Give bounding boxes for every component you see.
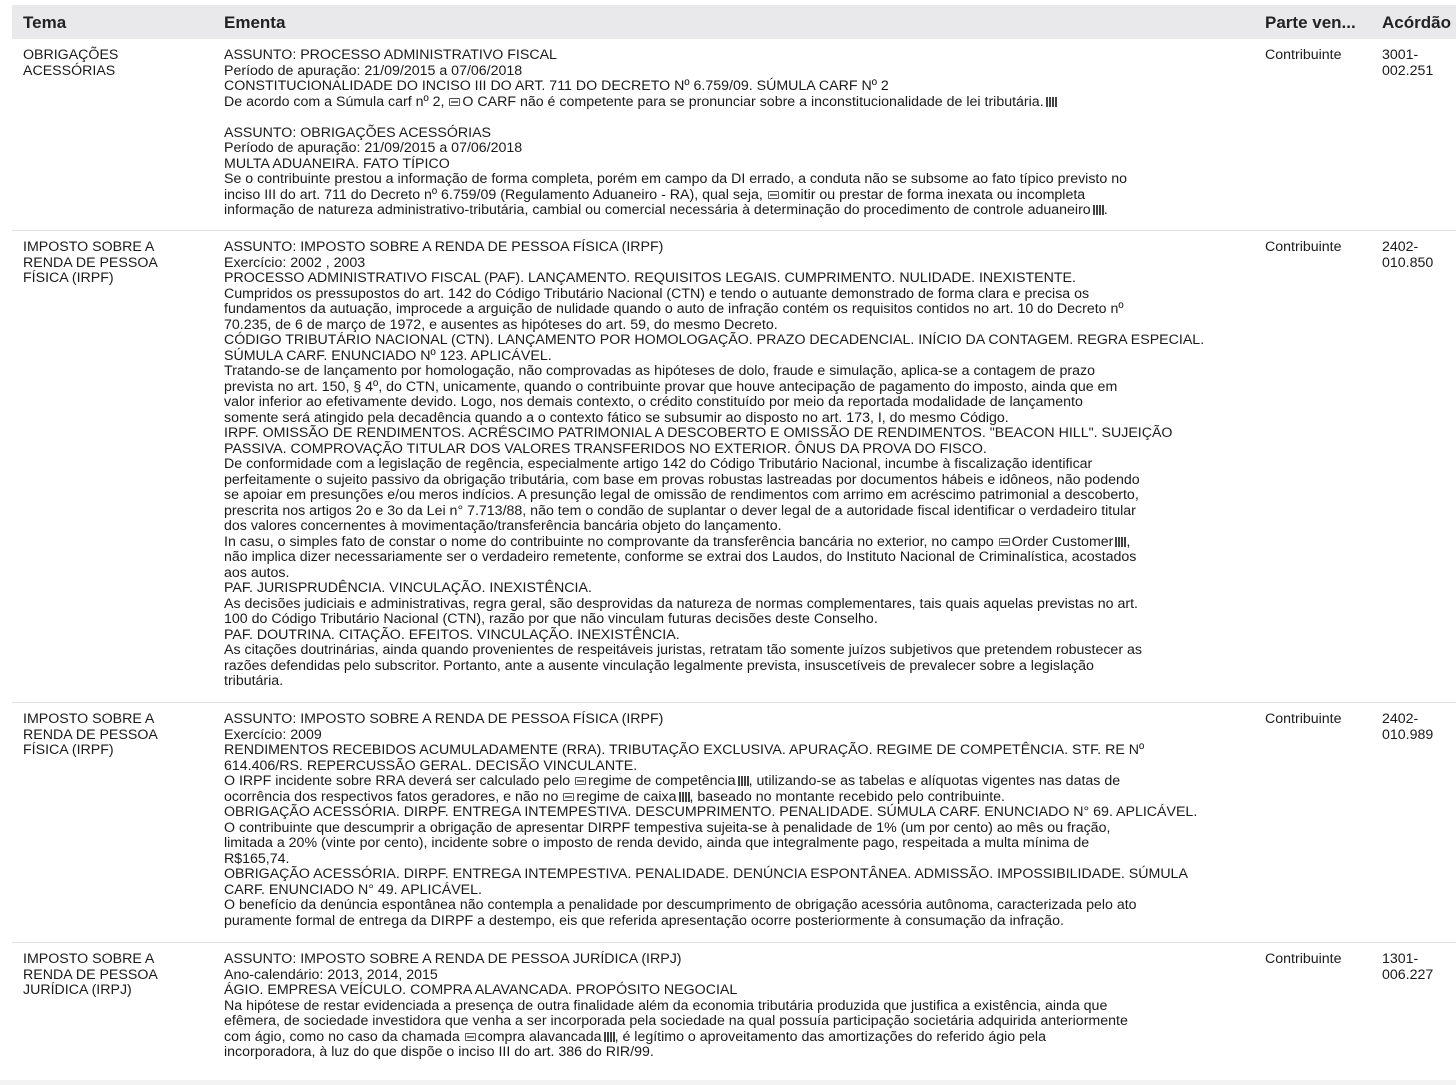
ementa-line: fundamentos da autuação, improcede a arguição de nulidade quando o auto de infração contém os requisitos contidos no art. 10 do Decreto nº — [224, 301, 1124, 317]
cell-acordao[interactable] — [1382, 952, 1454, 983]
ementa-line: efêmera, de sociedade investidora que venha a ser incorporada pela sociedade na qual possuía participação societária adquirida anteriormente — [224, 1013, 1128, 1029]
ementa-line: perfeitamente o sujeito passivo da obrigação tributária, com base em provas robustas lastreadas por documentos hábeis e idôneos, não podendo — [224, 471, 1140, 488]
ementa-line: O benefício da denúncia espontânea não contempla a penalidade por descumprimento de obrigação acessória autônoma, caracterizada pelo ato — [224, 897, 1137, 913]
ementa-line: OBRIGAÇÃO ACESSÓRIA. DIRPF. ENTREGA INTEMPESTIVA. PENALIDADE. DENÚNCIA ESPONTÂNEA. ADMISSÃO. IMPOSSIBILIDADE. SÚMULA — [224, 866, 1188, 882]
tema-line: RENDA DE PESSOA — [23, 966, 158, 983]
acordao-number-line: 2402- — [1382, 239, 1419, 255]
ementa-line: CONSTITUCIONALIDADE DO INCISO III DO ART. 711 DO DECRETO Nº 6.759/09. SÚMULA CARF Nº 2 — [224, 78, 889, 94]
ementa-line: Cumpridos os pressupostos do art. 142 do Código Tributário Nacional (CTN) e tendo o autuante demonstrado de forma clara e precisa os — [224, 285, 1090, 302]
cell-acordao[interactable] — [1382, 240, 1454, 271]
cell-parte-vencedora: Contribuinte — [1265, 239, 1342, 255]
ementa-line: O contribuinte que descumprir a obrigação de apresentar DIRPF tempestiva sujeita-se à penalidade de 1% (um por cento) ao mês ou fração, — [224, 819, 1111, 836]
tema-line: ACESSÓRIAS — [23, 62, 116, 79]
acordao-number-line: 010.989 — [1382, 726, 1434, 743]
ementa-line: PROCESSO ADMINISTRATIVO FISCAL (PAF). LANÇAMENTO. REQUISITOS LEGAIS. CUMPRIMENTO. NULIDADE. INEXISTENTE. — [224, 270, 1076, 286]
ementa-line: As citações doutrinárias, ainda quando provenientes de respeitáveis juristas, retratam tão somente juízos subjetivos que pretendem robustecer as — [224, 642, 1142, 658]
ementa-line: ASSUNTO: IMPOSTO SOBRE A RENDA DE PESSOA JURÍDICA (IRPJ) — [224, 951, 682, 967]
quote-start-icon — [768, 191, 779, 199]
ementa-line: De acordo com a Súmula carf nº 2, O CARF não é competente para se pronunciar sobre a inconstitucionalidade de lei tributária. — [224, 95, 1254, 111]
cell-tema — [23, 240, 198, 287]
ementa-line: RENDIMENTOS RECEBIDOS ACUMULADAMENTE (RRA). TRIBUTAÇÃO EXCLUSIVA. APURAÇÃO. REGIME DE COMPETÊNCIA. STF. RE Nº — [224, 742, 1145, 758]
tema-line: RENDA DE PESSOA — [23, 254, 158, 271]
ementa-line: Se o contribuinte prestou a informação de forma completa, porém em campo da DI errado, a conduta não se subsome ao fato típico previsto no — [224, 171, 1127, 187]
cell-parte-vencedora: Contribuinte — [1265, 47, 1342, 63]
quote-end-icon — [1115, 537, 1126, 547]
cell-parte-vencedora: Contribuinte — [1265, 711, 1342, 727]
page-bottom-edge — [0, 1080, 1456, 1085]
ementa-line: informação de natureza administrativo-tributária, cambial ou comercial necessária à determinação do procedimento de controle aduaneiro . — [224, 202, 1108, 218]
cell-ementa — [224, 48, 1254, 219]
column-header-acordao[interactable]: Acórdão — [1382, 13, 1451, 32]
ementa-line: As decisões judiciais e administrativas, regra geral, são desprovidas da natureza de normas complementares, tais quais aquelas previstas no art. — [224, 595, 1138, 612]
quote-start-icon — [563, 793, 574, 801]
column-header-tema[interactable]: Tema — [23, 13, 67, 32]
ementa-line: razões defendidas pelo subscritor. Portanto, ante a ausente vinculação legalmente prevista, insuscetíveis de prevalecer sobre a legislação — [224, 657, 1094, 674]
quote-start-icon — [449, 98, 460, 106]
table-row[interactable] — [12, 703, 1456, 943]
ementa-line: ASSUNTO: OBRIGAÇÕES ACESSÓRIAS — [224, 124, 492, 141]
ementa-line: Ano-calendário: 2013, 2014, 2015 — [224, 966, 438, 983]
column-header-parte-vencedora[interactable]: Parte ven... — [1265, 13, 1356, 32]
tema-line: IMPOSTO SOBRE A — [23, 951, 155, 967]
ementa-line: MULTA ADUANEIRA. FATO TÍPICO — [224, 155, 450, 172]
tema-line: IMPOSTO SOBRE A — [23, 711, 155, 727]
cell-ementa — [224, 952, 1254, 1061]
cell-ementa — [224, 712, 1254, 929]
tema-line: FÍSICA (IRPF) — [23, 270, 114, 286]
table-row[interactable] — [12, 231, 1456, 703]
ementa-line: 70.235, de 6 de março de 1972, e ausentes as hipóteses do art. 59, do mesmo Decreto. — [224, 316, 778, 333]
ementa-line: Período de apuração: 21/09/2015 a 07/06/2018 — [224, 140, 523, 156]
ementa-line: puramente formal de entrega da DIRPF a destempo, eis que referida apresentação ocorre posteriormente à consumação da infração. — [224, 912, 1064, 929]
ementa-line: Tratando-se de lançamento por homologação, não comprovadas as hipóteses de dolo, fraude e simulação, aplica-se a contagem de prazo — [224, 363, 1095, 379]
tema-line: RENDA DE PESSOA — [23, 726, 158, 743]
ementa-line: 614.406/RS. REPERCUSSÃO GERAL. DECISÃO VINCULANTE. — [224, 757, 638, 774]
ementa-line: PAF. DOUTRINA. CITAÇÃO. EFEITOS. VINCULAÇÃO. INEXISTÊNCIA. — [224, 626, 680, 643]
ementa-line: somente será atingido pela decadência quando a o contexto fático se subsumir ao disposto no art. 173, I, do mesmo Código. — [224, 409, 1009, 426]
ementa-line: não implica dizer necessariamente ser o verdadeiro remetente, conforme se extrai dos Laudos, do Instituto Nacional de Criminalística, acostados — [224, 549, 1137, 565]
ementa-line: valor inferior ao efetivamente devido. Logo, nos demais contexto, o crédito constituído por meio da reportada modalidade de lançamento — [224, 394, 1083, 410]
cell-acordao[interactable] — [1382, 48, 1454, 79]
results-table — [12, 5, 1456, 1060]
ementa-blank-line — [224, 110, 1254, 126]
quote-end-icon — [679, 792, 690, 802]
tema-line: OBRIGAÇÕES — [23, 47, 119, 63]
ementa-line: se apoiar em presunções e/ou meros indícios. A presunção legal de omissão de rendimentos com arrimo em acréscimo patrimonial a descoberto, — [224, 487, 1139, 503]
cell-tema — [23, 48, 198, 79]
cell-acordao[interactable] — [1382, 712, 1454, 743]
ementa-line: Na hipótese de restar evidenciada a presença de outra finalidade além da economia tributária produzida que justifica a existência, ainda que — [224, 997, 1108, 1014]
ementa-line: SÚMULA CARF. ENUNCIADO Nº 123. APLICÁVEL. — [224, 347, 552, 364]
quote-end-icon — [1093, 205, 1104, 215]
acordao-number-line: 2402- — [1382, 711, 1419, 727]
table-row[interactable] — [12, 943, 1456, 1083]
ementa-line: ASSUNTO: PROCESSO ADMINISTRATIVO FISCAL — [224, 47, 557, 63]
cell-ementa — [224, 240, 1254, 690]
ementa-line: inciso III do art. 711 do Decreto nº 6.759/09 (Regulamento Aduaneiro - RA), qual seja, omitir ou prestar de forma inexata ou incompleta — [224, 186, 1086, 203]
ementa-line: De conformidade com a legislação de regência, especialmente artigo 142 do Código Tributário Nacional, incumbe à fiscalização identificar — [224, 456, 1093, 472]
tema-line: JURÍDICA (IRPJ) — [23, 982, 132, 998]
ementa-line: OBRIGAÇÃO ACESSÓRIA. DIRPF. ENTREGA INTEMPESTIVA. DESCUMPRIMENTO. PENALIDADE. SÚMULA CARF. ENUNCIADO N° 69. APLICÁVEL. — [224, 804, 1198, 820]
ementa-line: CÓDIGO TRIBUTÁRIO NACIONAL (CTN). LANÇAMENTO POR HOMOLOGAÇÃO. PRAZO DECADENCIAL. INÍCIO DA CONTAGEM. REGRA ESPECIAL. — [224, 332, 1205, 348]
ementa-line: com ágio, como no caso da chamada compra alavancada , é legítimo o aproveitamento das amortizações do referido ágio pela — [224, 1028, 1046, 1045]
ementa-line: tributária. — [224, 673, 284, 689]
ementa-line: ASSUNTO: IMPOSTO SOBRE A RENDA DE PESSOA FÍSICA (IRPF) — [224, 239, 664, 255]
ementa-line: In casu, o simples fato de constar o nome do contribuinte no comprovante da transferência bancária no exterior, no campo Order Customer , — [224, 533, 1131, 550]
quote-end-icon — [1046, 97, 1057, 107]
ementa-line: Período de apuração: 21/09/2015 a 07/06/2018 — [224, 62, 523, 79]
ementa-line: Exercício: 2002 , 2003 — [224, 254, 366, 271]
ementa-line: 100 do Código Tributário Nacional (CTN), razão por que não vinculam futuras decisões deste Conselho. — [224, 611, 878, 627]
ementa-line: limitada a 20% (vinte por cento), incidente sobre o imposto de renda devido, ainda que integralmente pago, respeitada a multa mínima de — [224, 835, 1090, 851]
table-header — [12, 5, 1456, 39]
quote-start-icon — [999, 538, 1010, 546]
ementa-line: CARF. ENUNCIADO N° 49. APLICÁVEL. — [224, 881, 482, 898]
acordao-number-line: 3001- — [1382, 47, 1419, 63]
ementa-line: prevista no art. 150, § 4º, do CTN, unicamente, quando o contribuinte provar que houve antecipação de pagamento do imposto, ainda que em — [224, 378, 1118, 395]
ementa-line: ÁGIO. EMPRESA VEÍCULO. COMPRA ALAVANCADA. PROPÓSITO NEGOCIAL — [224, 982, 738, 998]
ementa-line: PAF. JURISPRUDÊNCIA. VINCULAÇÃO. INEXISTÊNCIA. — [224, 580, 592, 596]
acordao-number-line: 1301- — [1382, 951, 1419, 967]
ementa-line: R$165,74. — [224, 850, 290, 867]
ementa-line: incorporadora, à luz do que dispõe o inciso III do art. 386 do RIR/99. — [224, 1044, 654, 1060]
acordao-number-line: 010.850 — [1382, 254, 1434, 271]
quote-end-icon — [604, 1032, 615, 1042]
ementa-line: ASSUNTO: IMPOSTO SOBRE A RENDA DE PESSOA FÍSICA (IRPF) — [224, 711, 664, 727]
acordao-number-line: 002.251 — [1382, 62, 1434, 79]
quote-end-icon — [738, 776, 749, 786]
quote-start-icon — [575, 777, 586, 785]
ementa-line: dos valores concernentes à movimentação/transferência bancária objeto do lançamento. — [224, 518, 782, 534]
ementa-line: PASSIVA. COMPROVAÇÃO TITULAR DOS VALORES TRANSFERIDOS NO EXTERIOR. ÔNUS DA PROVA DO FISCO. — [224, 440, 987, 457]
ementa-line: Exercício: 2009 — [224, 726, 322, 743]
tema-line: IMPOSTO SOBRE A — [23, 239, 155, 255]
tema-line: FÍSICA (IRPF) — [23, 742, 114, 758]
cell-tema — [23, 952, 198, 999]
quote-start-icon — [465, 1033, 476, 1041]
ementa-line: O IRPF incidente sobre RRA deverá ser calculado pelo regime de competência , utilizando-se as tabelas e alíquotas vigentes nas datas de — [224, 773, 1121, 789]
ementa-line: IRPF. OMISSÃO DE RENDIMENTOS. ACRÉSCIMO PATRIMONIAL A DESCOBERTO E OMISSÃO DE RENDIMENTOS. "BEACON HILL". SUJEIÇÃO — [224, 425, 1173, 441]
ementa-line: aos autos. — [224, 564, 290, 581]
ementa-line: prescrita nos artigos 2o e 3o da Lei n° 7.713/88, não tem o condão de suplantar o dever legal de a autoridade fiscal identificar o verdadeiro titular — [224, 502, 1136, 519]
ementa-line: ocorrência dos respectivos fatos geradores, e não no regime de caixa , baseado no montante recebido pelo contribuinte. — [224, 788, 1005, 805]
table-row[interactable] — [12, 39, 1456, 231]
cell-tema — [23, 712, 198, 759]
cell-parte-vencedora: Contribuinte — [1265, 951, 1342, 967]
column-header-ementa[interactable]: Ementa — [224, 13, 286, 32]
acordao-number-line: 006.227 — [1382, 966, 1434, 983]
